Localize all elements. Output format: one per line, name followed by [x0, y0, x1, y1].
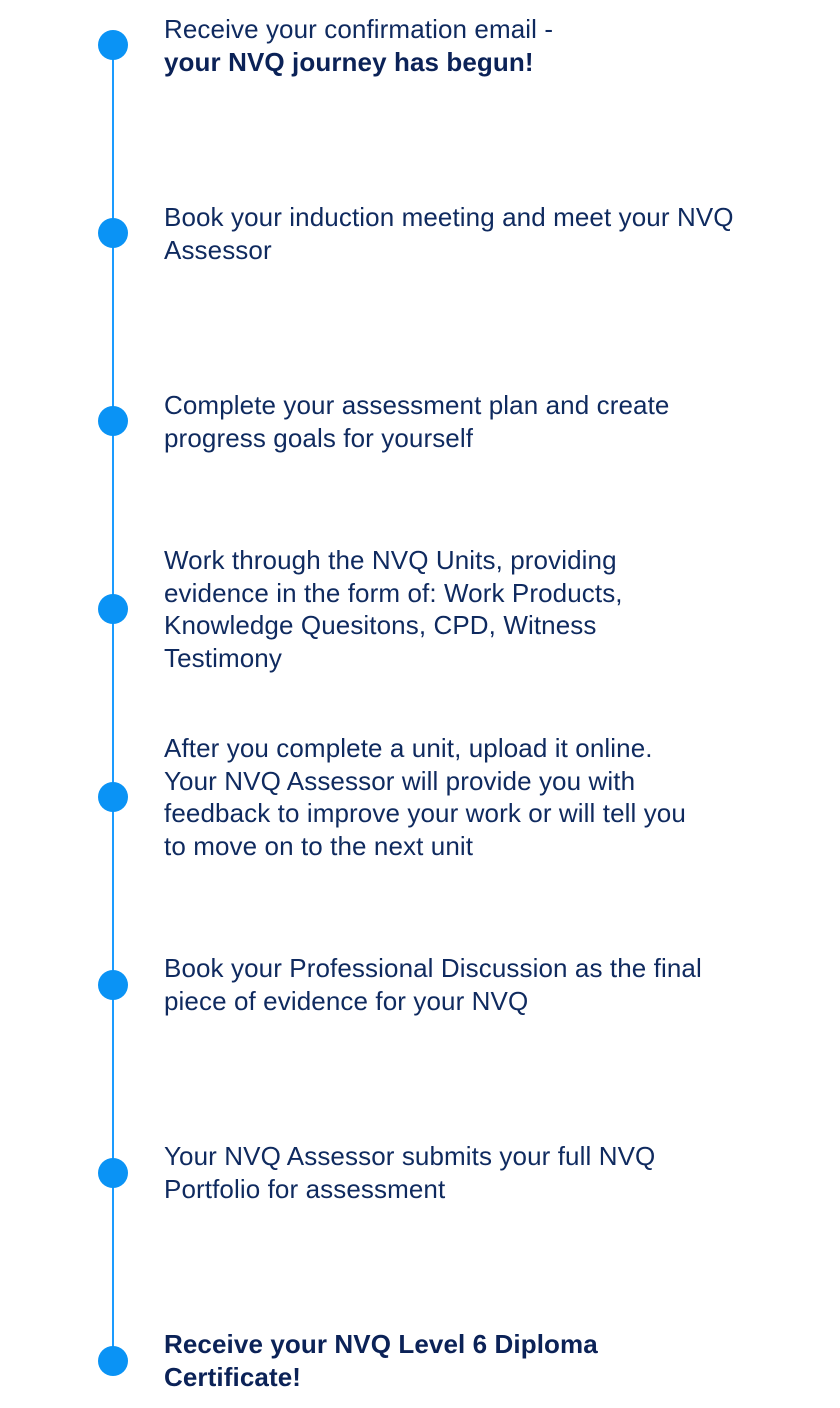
step-3-text: Complete your assessment plan and create progress goals for yourself [164, 390, 670, 453]
timeline-dot-icon [98, 406, 128, 436]
timeline-dot-icon [98, 1158, 128, 1188]
timeline-dot-icon [98, 970, 128, 1000]
step-7-text: Your NVQ Assessor submits your full NVQ Portfolio for assessment [164, 1141, 656, 1204]
step-5-text: After you complete a unit, upload it online. Your NVQ Assessor will provide you with feedback to improve your work or will tell you to move on to the next unit [164, 733, 686, 861]
timeline-dot-icon [98, 782, 128, 812]
step-1-line-2-bold: your NVQ journey has begun! [164, 46, 534, 77]
timeline-dot-icon [98, 594, 128, 624]
timeline-dot-icon [98, 30, 128, 60]
step-6-text: Book your Professional Discussion as the final piece of evidence for your NVQ [164, 953, 702, 1016]
timeline-dot-icon [98, 218, 128, 248]
timeline-dot-icon [98, 1346, 128, 1376]
step-8-text: Receive your NVQ Level 6 Diploma Certificate! [164, 1329, 598, 1392]
step-4-text: Work through the NVQ Units, providing evidence in the form of: Work Products, Knowledge Quesitons, CPD, Witness Testimony [164, 545, 623, 673]
step-1-line-1: Receive your confirmation email - [164, 14, 554, 44]
step-1-text [164, 13, 744, 78]
step-2-text: Book your induction meeting and meet your NVQ Assessor [164, 202, 734, 265]
